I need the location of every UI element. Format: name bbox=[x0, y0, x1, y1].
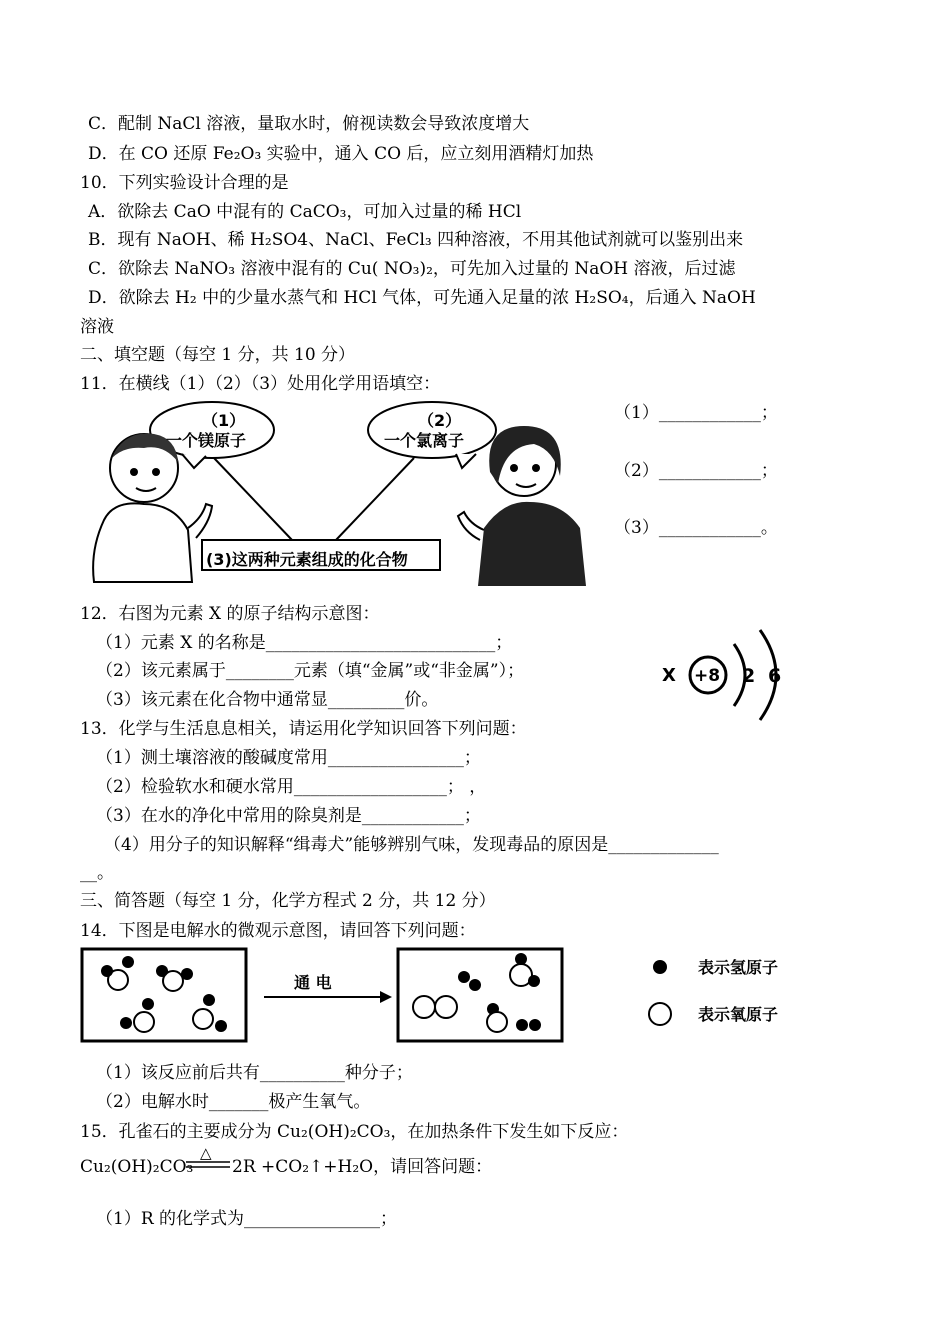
section-2-heading: 二、填空题（每空 1 分，共 10 分） bbox=[80, 345, 356, 365]
q13-part-1: （1）测土壤溶液的酸碱度常用________________； bbox=[96, 748, 481, 768]
q13-part-4-cont: __。 bbox=[80, 863, 114, 883]
q10-option-d: D．欲除去 H₂ 中的少量水蒸气和 HCl 气体，可先通入足量的浓 H₂SO₄，后通入 NaOH bbox=[88, 288, 756, 308]
q9-option-c: C．配制 NaCl 溶液，量取水时，俯视读数会导致浓度增大 bbox=[88, 114, 530, 134]
atom-symbol: X bbox=[662, 665, 676, 686]
equation-right: 2R +CO₂↑+H₂O，请回答问题： bbox=[232, 1157, 493, 1177]
q11-blank-3: （3）____________。 bbox=[614, 518, 778, 538]
equals-sign bbox=[186, 1160, 230, 1170]
q10-option-d-cont: 溶液 bbox=[80, 317, 114, 337]
q14-part-1: （1）该反应前后共有__________种分子； bbox=[96, 1063, 413, 1083]
section-3-heading: 三、简答题（每空 1 分，化学方程式 2 分，共 12 分） bbox=[80, 891, 496, 911]
shell-2-electrons: 6 bbox=[768, 665, 782, 687]
q13-part-2: （2）检验软水和硬水常用__________________； ， bbox=[96, 777, 487, 797]
q13-part-4: （4）用分子的知识解释“缉毒犬”能够辨别气味，发现毒品的原因是_____________ bbox=[104, 835, 719, 855]
q10-option-a: A．欲除去 CaO 中混有的 CaCO₃，可加入过量的稀 HCl bbox=[88, 202, 522, 222]
q13-part-3: （3）在水的净化中常用的除臭剂是____________； bbox=[96, 806, 481, 826]
q10-option-c: C．欲除去 NaNO₃ 溶液中混有的 Cu( NO₃)₂，可先加入过量的 NaOH 溶液，后过滤 bbox=[88, 259, 736, 279]
nucleus-charge: +8 bbox=[694, 666, 721, 686]
q9-option-d: D．在 CO 还原 Fe₂O₃ 实验中，通入 CO 后，应立刻用酒精灯加热 bbox=[88, 144, 594, 164]
q12-part-3: （3）该元素在化合物中通常显_________价。 bbox=[96, 690, 439, 710]
q14-stem: 14．下图是电解水的微观示意图，请回答下列问题： bbox=[80, 921, 476, 941]
q11-blank-1: （1）____________； bbox=[614, 403, 778, 423]
arrow-label: 通 电 bbox=[294, 973, 332, 992]
bubble-2-text: 一个氯离子 bbox=[384, 431, 465, 450]
q10-stem: 10．下列实验设计合理的是 bbox=[80, 173, 289, 193]
q14-part-2: （2）电解水时_______极产生氧气。 bbox=[96, 1092, 371, 1112]
shell-1-electrons: 2 bbox=[742, 665, 756, 687]
q13-stem: 13．化学与生活息息相关，请运用化学知识回答下列问题： bbox=[80, 719, 527, 739]
q11-blank-2: （2）____________； bbox=[614, 461, 778, 481]
bubble-2-number: （2） bbox=[418, 411, 462, 430]
q10-option-b: B．现有 NaOH、稀 H₂SO4、NaCl、FeCl₃ 四种溶液，不用其他试剂就可以鉴别出来 bbox=[88, 230, 744, 250]
q12-part-2: （2）该元素属于________元素（填“金属”或“非金属”）； bbox=[96, 661, 525, 681]
q12-stem: 12．右图为元素 X 的原子结构示意图： bbox=[80, 604, 380, 624]
bubble-1-number: （1） bbox=[202, 411, 246, 430]
q11-stem: 11．在横线（1）（2）（3）处用化学用语填空： bbox=[80, 374, 441, 394]
legend-hydrogen: 表示氢原子 bbox=[698, 958, 779, 977]
q15-stem: 15．孔雀石的主要成分为 Cu₂(OH)₂CO₃，在加热条件下发生如下反应： bbox=[80, 1122, 629, 1142]
equation-left: Cu₂(OH)₂CO₃ bbox=[80, 1157, 194, 1177]
compound-box-text: (3)这两种元素组成的化合物 bbox=[206, 550, 408, 569]
q15-part-1: （1）R 的化学式为________________； bbox=[96, 1209, 398, 1229]
legend-oxygen: 表示氧原子 bbox=[698, 1005, 779, 1024]
q12-part-1: （1）元素 X 的名称是___________________________； bbox=[96, 633, 513, 653]
bubble-1-text: 一个镁原子 bbox=[166, 431, 247, 450]
heat-symbol: △ bbox=[200, 1144, 212, 1162]
